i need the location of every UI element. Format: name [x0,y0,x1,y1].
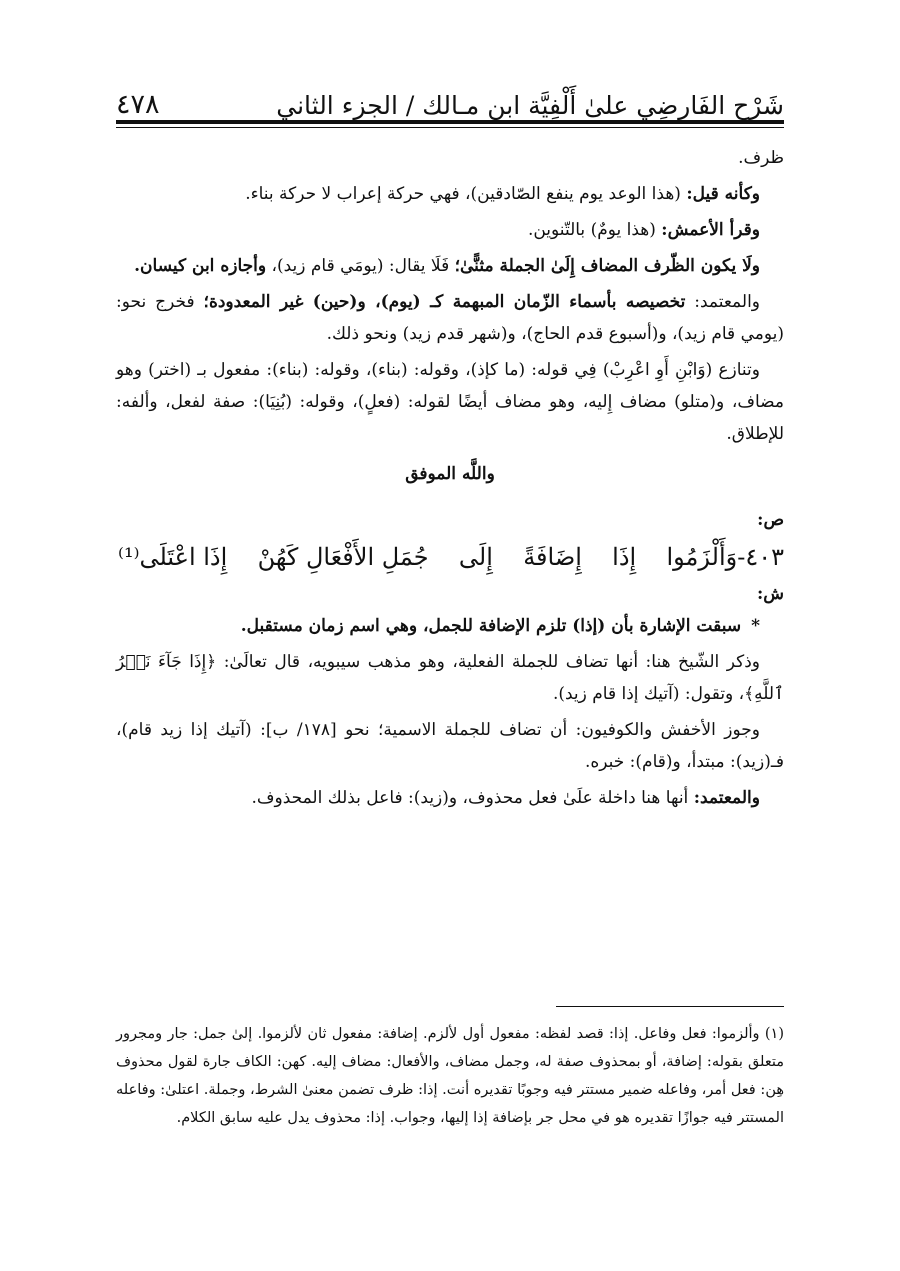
verse-word-text: وَأَلْزَمُوا [666,543,738,571]
paragraph [116,214,784,246]
shin-label: ش: [756,584,784,604]
header-rule-thin [116,127,784,128]
verse-word: إِلَى [458,543,493,571]
page-header [116,78,784,118]
bold-phrase: وقرأ الأعمش: [661,220,760,240]
bold-phrase: وأجازه ابن كيسان. [134,256,267,276]
paragraph [116,250,784,282]
verse-word [666,536,784,578]
bold-phrase: والمعتمد: [693,788,760,808]
footnotes [116,1020,784,1132]
paragraph: وتنازع (وَابْنِ أَوِ اعْرِبْ) فِي قوله: (ما كإذ)، وقوله: (بناء)، وقوله: (بناء): مفعول بـ (اختر) وهو مضاف، و(متلو) مضاف إِليه، وهو مضاف أيضًا لقوله: (فعلٍ)، وقوله: (بُنِيَا): صفة لفعل، وألفه: للإطلاق. [116,360,784,444]
paragraph-text: (هذا الوعد يوم ينفع الصّادقين)، فهي حركة إعراب لا حركة بناء. [245,184,687,204]
sad-label: ص: [757,510,784,530]
bold-phrase: تخصيصه بأسماء الزّمان المبهمة كـ (يوم)، و(حين) غير المعدودة؛ [203,292,686,312]
paragraph-text: (هذا يومٌ) بالتّنوين. [527,220,662,240]
header-rule-thick [116,120,784,124]
bold-phrase: وكأنه قيل: [686,184,760,204]
paragraph: وذكر الشّيخ هنا: أنها تضاف للجملة الفعلية، وهو مذهب سيبويه، قال تعالَىٰ: ﴿إِذَا جَآءَ نَصۡرُ ٱللَّهِ﴾، وتقول: (آتيك إذا قام زيد). [116,652,784,704]
verse-line [116,536,784,578]
paragraph-text: والمعتمد: [685,292,760,312]
paragraph [116,610,784,642]
bold-phrase: ولَا يكون الظّرف المضاف إِلَىٰ الجملة مثنًّىٰ؛ [454,256,760,276]
paragraph-text: فَلَا يقال: (يومَي قام زيد)، [266,256,455,276]
paragraph-text: أنها هنا داخلة علَىٰ فعل محذوف، و(زيد): فاعل بذلك المحذوف. [251,788,694,808]
closing-formula: واللَّه الموفق [405,464,495,484]
paragraph-text: فخرج نحو: (يومي قام زيد)، و(أسبوع قدم الحاج)، و(شهر قدم زيد) ونحو ذلك. [116,292,784,344]
paragraph [116,782,784,814]
paragraph: وجوز الأخفش والكوفيون: أن تضاف للجملة الاسمية؛ نحو [١٧٨/ ب]: (آتيك إذا زيد قام)، فـ(زيد): مبتدأ، و(قام): خبره. [116,720,784,772]
verse-word: جُمَلِ الأَفْعَالِ كَهُنْ [257,543,429,571]
main-text [116,142,784,818]
page-number: ٤٧٨ [116,89,160,120]
verse-word: إِذَا [612,543,637,571]
paragraph: ظرف. [738,148,784,168]
footnote-separator [556,1006,784,1007]
paragraph [116,286,784,350]
verse-number: ٤٠٣- [737,543,784,571]
verse-word: إِضَافَةً [523,543,582,571]
running-title: شَرْح الفَارِضِي علىٰ أَلْفِيَّة ابن مـالك / الجزء الثاني [276,91,784,120]
paragraph [116,178,784,210]
verse-word: إِذَا اعْتَلَى⁽¹⁾ [118,543,228,571]
bold-phrase: سبقت الإشارة بأن (إذا) تلزم الإضافة للجمل، وهي اسم زمان مستقبل. [240,616,742,636]
footnote: (١) وألزموا: فعل وفاعل. إذا: قصد لفظه: مفعول أول لألزم. إضافة: مفعول ثان لألزموا. إلىٰ جمل: جار ومجرور متعلق بقوله: إضافة، أو بمحذوف صفة له، وجمل مضاف، والأفعال: مضاف إليه. كهن: الكاف جارة لقول محذوف هِن: فعل أمر، وفاعله ضمير مستتر فيه وجوبًا تقديره أنت. إذا: ظرف تضمن معنىٰ الشرط، وجملة. اعتلىٰ: وفاعله المستتر فيه جوازًا تقديره هو في محل جر بإضافة إذا إليها، وجواب. إذا: محذوف يدل عليه سابق الكلام. [116,1026,784,1126]
asterisk-bullet: * [751,616,760,636]
